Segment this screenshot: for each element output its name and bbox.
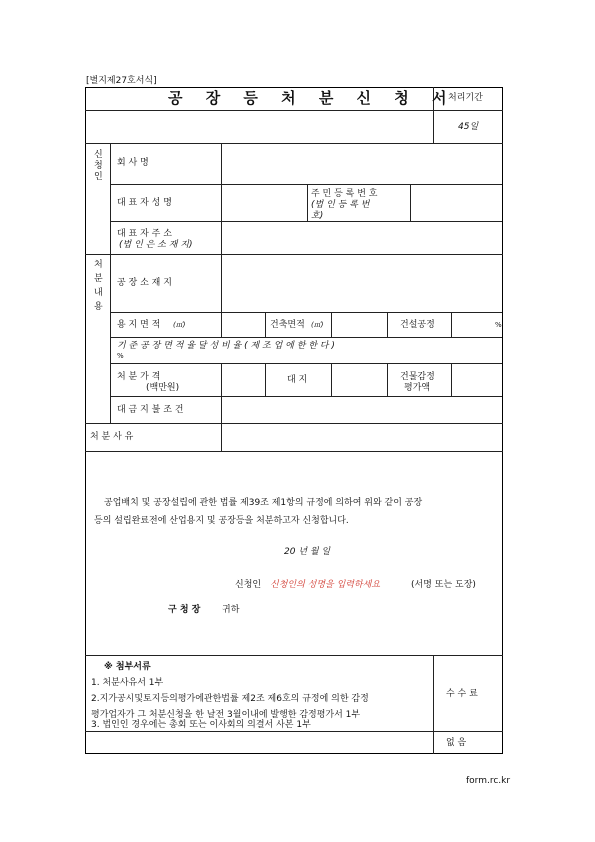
factory-location-label: 공 장 소 재 지 [117,278,172,288]
disposal-reason-label: 처 분 사 유 [90,432,134,442]
applicant-group-label-2: 청 [94,161,103,171]
disposal-group-label-3: 내 [94,288,103,298]
applicant-group-label-1: 신 [94,150,103,160]
fee-value: 없 음 [446,738,467,748]
building-area-field[interactable] [332,313,387,337]
building-appraisal-label-line2: 평가액 [404,383,431,393]
rrn-label-line2: (법 인 등 록 번 [311,200,370,210]
fee-label: 수 수 료 [446,689,478,699]
disposal-group-label-4: 용 [94,302,103,312]
area-ratio-label: 기 준 공 장 면 적 율 달 성 비 율 ( 제 조 업 에 한 한 다 ) [117,341,335,351]
representative-name-label: 대 표 자 성 명 [117,198,172,208]
representative-name-field[interactable] [222,185,307,221]
building-appraisal-label-line1: 건물감정 [400,372,435,382]
disposal-price-unit: (백만원) [146,383,180,393]
site-area-label: 용 지 면 적 [117,320,161,330]
site-area-field[interactable] [222,313,265,337]
rrn-field[interactable] [411,185,502,221]
applicant-signature-prefix: 신청인 [235,580,262,590]
form-title: 공 장 등 처 분 신 청 서 [168,89,456,107]
representative-address-label-line2: (법 인 은 소 재 지) [119,240,193,250]
attachment-item-2: 2.지가공시및토지등의평가에관한법률 제2조 제6호의 규정에 의한 감정 [91,694,369,704]
applicant-signature-suffix: (서명 또는 도장) [411,580,476,590]
area-ratio-percent: % [117,352,124,360]
building-appraisal-field[interactable] [452,364,502,396]
disposal-group-label-2: 분 [94,274,103,284]
rrn-label-line1: 주 민 등 록 번 호 [311,189,378,199]
land-price-field[interactable] [332,364,387,396]
factory-location-field[interactable] [222,255,502,312]
representative-address-field[interactable] [222,222,502,254]
attachment-item-2-cont: 평가업자가 그 처분신청을 한 날전 3월이내에 발행한 감정평가서 1부 [91,710,361,720]
disposal-group-label-1: 처 [94,260,103,270]
disposal-price-label: 처 분 가 격 [117,372,161,382]
application-statement-line1: 공업배치 및 공장설립에 관한 법률 제39조 제1항의 규정에 의하여 위와 같이 공장 [104,498,423,508]
footer-source: form.rc.kr [466,776,511,786]
application-statement-line2: 등의 설립완료전에 산업용지 및 공장등을 처분하고자 신청합니다. [94,516,349,526]
attachments-title: ※ 첨부서류 [104,662,151,672]
disposal-reason-field[interactable] [222,424,502,451]
company-name-field[interactable] [222,144,502,184]
applicant-name-input[interactable]: 신청인의 성명을 입력하세요 [270,580,381,590]
attachment-item-3: 3. 법인인 경우에는 총회 또는 이사회의 의결서 사본 1부 [91,720,311,730]
recipient-suffix: 귀하 [222,605,240,615]
payment-terms-label: 대 금 지 불 조 건 [117,405,184,415]
representative-address-label-line1: 대 표 자 주 소 [117,229,172,239]
building-process-label: 건설공정 [400,320,435,330]
land-label: 대 지 [287,375,308,385]
applicant-group-label-3: 인 [94,172,103,182]
processing-period-value: 45일 [458,122,479,132]
recipient-label: 구 청 장 [168,605,201,615]
building-area-label: 건축면적 [270,320,305,330]
application-date: 20 년 월 일 [284,547,331,557]
form-number-label: [별지제27호서식] [86,76,157,86]
company-name-label: 회 사 명 [117,158,149,168]
building-process-percent: % [495,321,502,329]
site-area-unit: (㎡) [173,321,186,329]
attachment-item-1: 1. 처분사유서 1부 [91,678,164,688]
payment-terms-field[interactable] [222,397,502,423]
processing-period-label: 처리기간 [448,93,483,103]
building-area-unit: (㎡) [311,321,324,329]
rrn-label-line3: 호) [311,211,324,221]
disposal-price-field[interactable] [222,364,265,396]
